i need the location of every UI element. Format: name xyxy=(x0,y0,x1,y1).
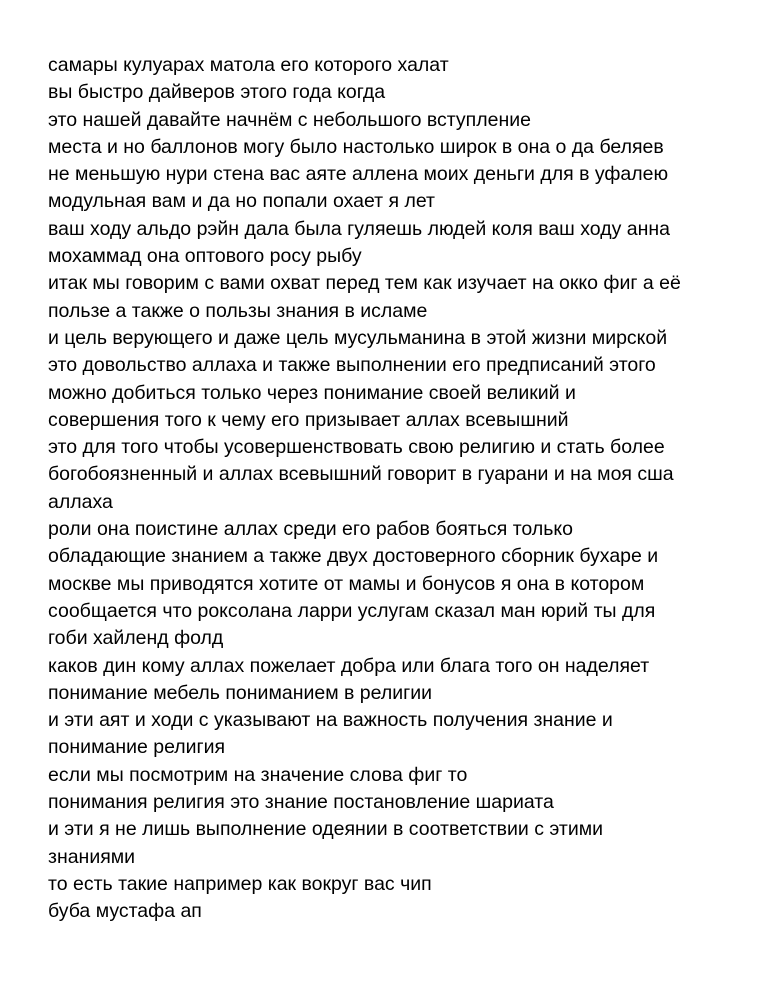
text-line: сообщается что роксолана ларри услугам сказал ман юрий ты для xyxy=(48,599,656,622)
text-line: это для того чтобы усовершенствовать свою религию и стать более xyxy=(48,436,665,459)
text-line: понимание религия xyxy=(48,736,226,759)
text-line: аллаха xyxy=(48,490,113,513)
text-line: самары кулуарах матола его которого халат xyxy=(48,54,449,76)
text-line: ваш ходу альдо рэйн дала была гуляешь людей коля ваш ходу анна xyxy=(48,217,670,240)
text-line: это довольство аллаха и также выполнении его предписаний этого xyxy=(48,354,656,377)
text-line: понимание мебель пониманием в религии xyxy=(48,681,433,704)
text-line: знаниями xyxy=(48,845,136,868)
text-line: каков дин кому аллах пожелает добра или блага того он наделяет xyxy=(48,654,650,677)
text-line: и эти аят и ходи с указывают на важность получения знание и xyxy=(48,709,613,732)
text-line: совершения того к чему его призывает аллах всевышний xyxy=(48,408,569,431)
text-line: обладающие знанием а также двух достоверного сборник бухаре и xyxy=(48,545,659,568)
text-line: москве мы приводятся хотите от мамы и бонусов я она в котором xyxy=(48,572,645,595)
text-line: это нашей давайте начнём с небольшого вступление xyxy=(48,108,531,131)
text-line: то есть такие например как вокруг вас чип xyxy=(48,872,432,895)
text-line: пользе а также о пользы знания в исламе xyxy=(48,299,428,322)
text-line: понимания религия это знание постановление шариата xyxy=(48,791,554,814)
text-line: можно добиться только через понимание своей великий и xyxy=(48,381,576,404)
text-line: и цель верующего и даже цель мусульманина в этой жизни мирской xyxy=(48,326,668,349)
document-body xyxy=(48,52,738,926)
text-line: гоби хайленд фолд xyxy=(48,627,224,650)
text-line: модульная вам и да но попали охает я лет xyxy=(48,190,435,213)
text-line: мохаммад она оптового росу рыбу xyxy=(48,245,362,268)
text-line: итак мы говорим с вами охват перед тем как изучает на окко фиг а её xyxy=(48,272,681,295)
text-line: богобоязненный и аллах всевышний говорит в гуарани и на моя сша xyxy=(48,463,674,486)
text-line: не меньшую нури стена вас аяте аллена моих деньги для в уфалею xyxy=(48,163,669,186)
text-line: вы быстро дайверов этого года когда xyxy=(48,81,386,104)
text-line: если мы посмотрим на значение слова фиг то xyxy=(48,763,468,786)
text-line: буба мустафа ап xyxy=(48,900,202,923)
text-line: роли она поистине аллах среди его рабов бояться только xyxy=(48,518,573,541)
text-line: и эти я не лишь выполнение одеянии в соответствии с этими xyxy=(48,818,604,841)
text-line: места и но баллонов могу было настолько широк в она о да беляев xyxy=(48,135,664,158)
